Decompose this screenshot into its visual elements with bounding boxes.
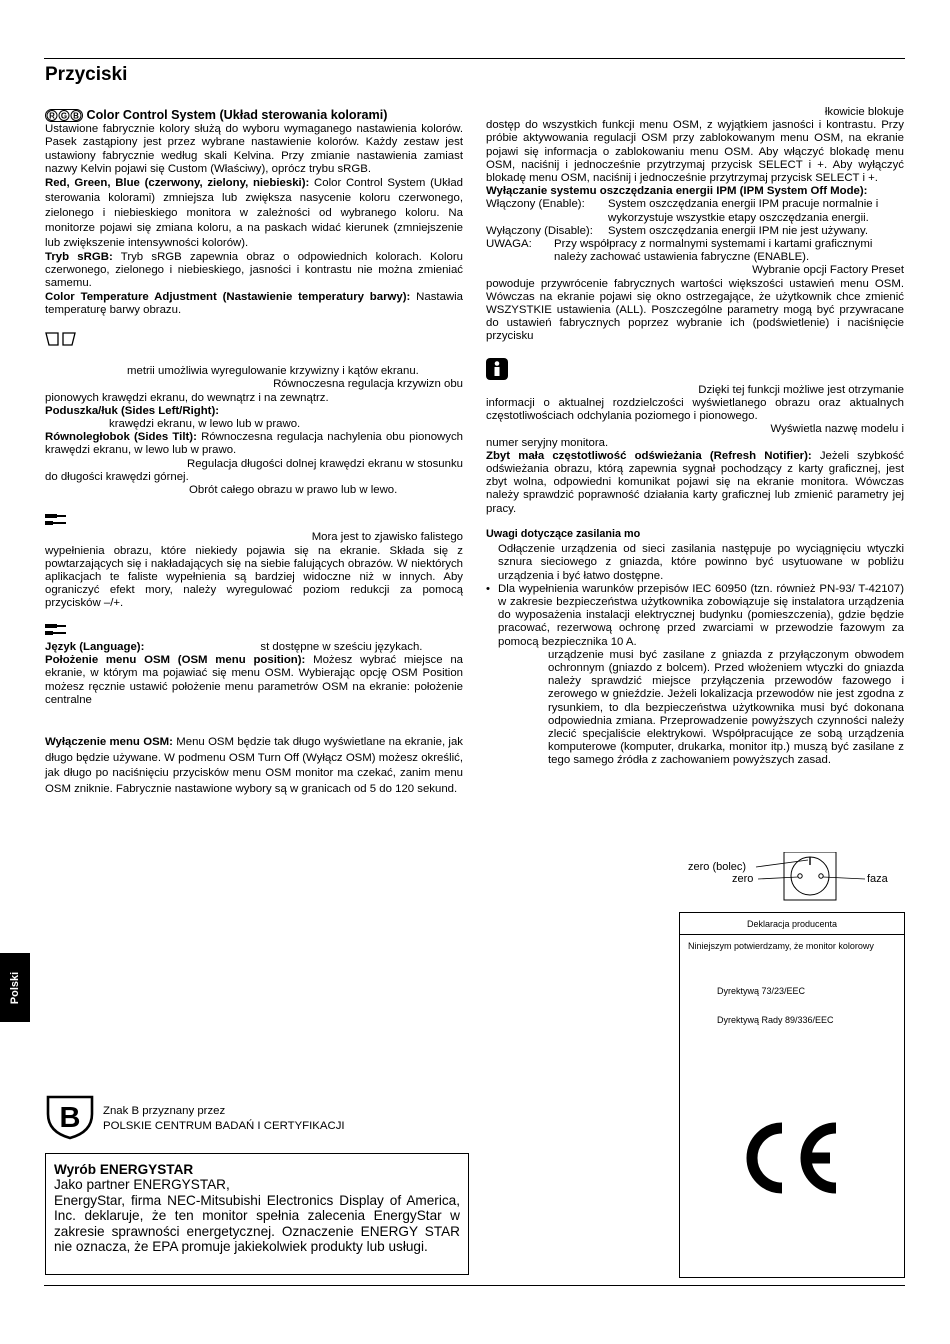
ce-mark-icon — [734, 1121, 842, 1195]
svg-text:B: B — [73, 111, 79, 121]
cta-paragraph — [45, 291, 463, 317]
lock-line1: łkowicie blokuje — [824, 106, 904, 118]
right-column — [486, 106, 904, 768]
left-column — [45, 109, 463, 797]
power-bullet-row — [486, 583, 904, 649]
osm-off-paragraph — [45, 735, 463, 797]
pos-body: Możesz wybrać miejsce na ekranie, w którym ma pojawiać się menu OSM. Wybierając opcję OSM Position możesz ręcznie ustawić położenie menu parametrów OSM na ekranie: położenie centralne — [45, 654, 464, 706]
power-p3: urządzenie musi być zasilane z gniazda z przyłączonym obwodem ochronnym (gniazdo z bolcem). Przed włożeniem wtyczki do gniazda należy sprawdzić miejsce przyłączenia przewodów fazowego i zerowego w gnieździe. Jeżeli lokalizacja przewodów nie jest zgodna z rysunkiem, to dla bezpieczeństwa użytkownika musi być dokonana odpowiednia zmiana. Przeprowadzenie powyższych czynności należy zlecić specjaliście elektrykowi. Współpracujące ze sobą urządzenia komputerowe (komputer, drukarka, monitor itp.) muszą być zasilane z tego samego źródła z zachowaniem powyższych zasad. — [548, 648, 904, 767]
srgb-paragraph — [45, 251, 463, 291]
note-key: UWAGA: — [486, 238, 532, 251]
position-paragraph — [45, 654, 463, 707]
energystar-title: Wyrób ENERGYSTAR — [54, 1162, 194, 1177]
lang-body: st dostępne w sześciu językach. — [260, 640, 423, 653]
b-mark-line2: POLSKIE CENTRUM BADAŃ I CERTYFIKACJI — [103, 1120, 345, 1132]
rotation-body: Obrót całego obrazu w prawo lub w lewo. — [189, 484, 398, 497]
geometry-line1: metrii umożliwia wyregulowanie krzywizny i kątów ekranu. — [127, 365, 419, 378]
declaration-directive-1: Dyrektywą 73/23/EEC — [717, 986, 806, 996]
language-side-tab — [0, 953, 30, 1022]
b-certificate-icon — [45, 1094, 95, 1140]
power-p1: Odłączenie urządzenia od sieci zasilania następuje po wyciągnięciu wtyczki sznura sieciowego z gniazda, które powinno być usytuowane w pobliżu urządzenia i być łatwo dostępne. — [498, 543, 904, 582]
geometry-line3: pionowych krawędzi ekranu, do wewnątrz i na zewnątrz. — [45, 391, 329, 404]
declaration-directive-2: Dyrektywą Rady 89/336/EEC — [717, 1015, 834, 1025]
pin-body: krawędzi ekranu, w lewo lub w prawo. — [109, 418, 301, 431]
ipm-enable-row — [486, 198, 904, 224]
ipm-disable-key: Wyłączony (Disable): — [486, 224, 593, 237]
tilt-body: Równoczesna regulacja nachylenia obu pionowych krawędzi ekranu, w lewo lub w prawo. — [45, 431, 464, 457]
energystar-line1: Jako partner ENERGYSTAR, — [54, 1177, 230, 1193]
socket-label-faza: faza — [867, 873, 888, 885]
srgb-body: Tryb sRGB zapewnia obraz o odpowiednich kolorach. Koloru czerwonego, zielonego i niebieskiego, jasności i kontrastu nie można zmieniać samemu. — [45, 251, 463, 290]
svg-text:R: R — [49, 111, 55, 121]
ipm-disable-value: System oszczędzania energii IPM nie jest używany. — [608, 224, 868, 237]
refresh-body: Jeżeli szybkość odświeżania obrazu, którą zapewnia sygnał pochodzący z karty graficznej, jest zbyt wolna, odpowiedni komunikat pojawi się na ekranie monitora. Wówczas należy sprawdzić poprawność działania karty graficznej lub zmienić parametry jej pracy. — [486, 449, 904, 515]
ccs-heading: Color Control System (Układ sterowania kolorami) — [86, 108, 388, 122]
socket-icon — [680, 852, 910, 904]
geometry-line2: Równoczesna regulacja krzywizn obu — [273, 378, 463, 391]
energystar-body: EnergyStar, firma NEC-Mitsubishi Electronics Display of America, Inc. deklaruje, że ten monitor spełnia zalecenia EnergyStar w zakresie sprawności energetycznej. Oznaczenie ENERGY STAR nie oznacza, że EPA promuje jakiekolwiek produkty lub usługi. — [54, 1192, 460, 1255]
language-paragraph — [45, 641, 463, 654]
moire-body: wypełnienia obrazu, które niekiedy pojawia się na ekranie. Składa się z powtarzających się i nakładających się na siebie falujących obrazów. W niektórych aplikacjach te faliste wypełnienia są bardziej widoczne niż w innych. Aby ograniczyć efekt mory, należy wyregulować poziom redukcji za pomocą przycisków –/+. — [45, 544, 463, 610]
tools-icon — [45, 623, 67, 637]
b-mark — [45, 1094, 465, 1140]
declaration-box — [679, 912, 905, 1278]
socket-label-zero-bolec: zero (bolec) — [688, 861, 747, 873]
side-tab-label: Polski — [9, 971, 21, 1004]
cta-body: Nastawia temperaturę barwy obrazu. — [45, 290, 464, 316]
bottom-rule — [44, 1285, 905, 1286]
info-line1: Dzięki tej funkcji możliwe jest otrzymanie — [698, 383, 904, 396]
rgb-label: Red, Green, Blue (czerwony, zielony, niebieski): — [45, 177, 310, 190]
refresh-paragraph — [486, 450, 904, 516]
page-title: Przyciski — [45, 64, 128, 85]
pos-label: Położenie menu OSM (OSM menu position): — [45, 654, 306, 667]
b-letter: B — [59, 1102, 81, 1134]
moire-line1: Mora jest to zjawisko falistego — [311, 531, 463, 544]
declaration-line1: Niniejszym potwierdzamy, że monitor kolorowy — [688, 941, 874, 951]
tilt-label: Równoległobok (Sides Tilt): — [45, 431, 197, 444]
note-row — [486, 238, 904, 264]
top-rule — [44, 58, 905, 59]
power-p2: Dla wypełnienia warunków przepisów IEC 60950 (tzn. również PN-93/ T-42107) w zakresie bezpieczeństwa użytkownika zobowiązuje się instalatora urządzenia do wyposażenia instalacji elektrycznej budynku (pomieszczenia), gdzie będzie pracować, rezerwową ochronę przed zwarciami w przewodzie fazowym za pomocą bezpiecznika 10 A. — [498, 582, 904, 648]
off-label: Wyłączenie menu OSM: — [45, 735, 173, 748]
cta-label: Color Temperature Adjustment (Nastawienie temperatury barwy): — [45, 290, 411, 303]
ipm-enable-key: Włączony (Enable): — [486, 198, 585, 211]
info-body: informacji o aktualnej rozdzielczości wyświetlanego obrazu oraz aktualnych częstotliwościach odchylania poziomego i pionowego. — [486, 397, 904, 423]
rgb-paragraph — [45, 176, 463, 251]
off-body: Menu OSM będzie tak długo wyświetlane na ekranie, jak długo będzie używane. W podmenu OSM Turn Off (Wyłącz OSM) możesz określić, jak długo po naciśnięciu przycisków menu OSM monitor ma czekać, zanim menu OSM zniknie. Fabrycznie nastawione wybory są w granicach od 5 do 120 sekund. — [45, 735, 463, 795]
model-body: numer seryjny monitora. — [486, 436, 609, 449]
tools-icon — [45, 513, 67, 527]
lock-body: dostęp do wszystkich funkcji menu OSM, z wyjątkiem jasności i kontrastu. Przy próbie aktywowania regulacji OSM przy zablokowanym menu OSM, na ekranie pojawi się informacja o zablokowaniu menu OSM. Aby włączyć blokadę menu OSM, naciśnij i jednocześnie przytrzymaj przycisk SELECT i +. Aby wyłączyć blokadę menu OSM, naciśnij i jednocześnie przytrzymaj przycisk SELECT i +. — [486, 119, 904, 185]
b-mark-line1: Znak B przyznany przez — [103, 1105, 226, 1117]
geometry-icon — [45, 331, 77, 347]
srgb-label: Tryb sRGB: — [45, 251, 113, 264]
ccs-body: Ustawione fabrycznie kolory służą do wyboru wymaganego nastawienia kolorów. Pasek zastąpiony jest przez wybrane nastawienie kolorów. Każdy zestaw jest ustawiony fabrycznie według skali Kelvina. Przy zmianie nastawienia zamiast nazwy Kelvin pojawi się Custom (Właściwy), oprócz trybu sRGB. — [45, 123, 463, 175]
rgb-body: Color Control System (Układ sterowania kolorami) zmniejsza lub zwiększa nasycenie koloru czerwonego, zielonego i niebieskiego monitora w zależności od wybranego koloru. Na monitorze pojawi się zmiana koloru, a na paskach widać kierunek (zmniejszenie lub zwiększenie intensywności kolorów). — [45, 177, 463, 250]
svg-text:G: G — [60, 111, 68, 121]
pin-label: Poduszka/łuk (Sides Left/Right): — [45, 404, 220, 417]
bullet: • — [486, 582, 490, 595]
socket-diagram — [680, 852, 910, 904]
socket-label-zero: zero — [732, 873, 754, 885]
trap-body: Regulacja długości dolnej krawędzi ekranu w stosunku do długości krawędzi górnej. — [45, 457, 463, 483]
ipm-heading: Wyłączanie systemu oszczędzania energii IPM (IPM System Off Mode): — [486, 185, 868, 198]
refresh-label: Zbyt mała częstotliwość odświeżania (Refresh Notifier): — [486, 449, 812, 462]
tilt-paragraph — [45, 431, 463, 457]
factory-body: powoduje przywrócenie fabrycznych wartości większości ustawień menu OSM. Wówczas na ekranie pojawi się okno ostrzegające, że użytkownik chce zmienić WSZYSTKIE ustawienia (ALL). Poszczególne parametry mogą być przywracane do ustawień fabrycznych poprzez wybranie ich (podświetlenie) i naciśnięcie przycisku — [486, 277, 904, 343]
ccs-heading-line — [45, 109, 463, 122]
ipm-enable-value: System oszczędzania energii IPM pracuje normalnie i wykorzystuje wszystkie etapy oszczędzania energii. — [608, 198, 879, 224]
info-icon — [486, 358, 508, 380]
ipm-disable-row — [486, 225, 904, 238]
factory-line1: Wybranie opcji Factory Preset — [752, 264, 904, 277]
energystar-box — [45, 1153, 469, 1275]
rgb-icon — [45, 109, 83, 122]
note-value: Przy współpracy z normalnymi systemami i kartami graficznymi należy zachować ustawienia fabryczne (ENABLE). — [554, 238, 873, 264]
declaration-title: Deklaracja producenta — [680, 913, 904, 935]
model-line1: Wyświetla nazwę modelu i — [770, 423, 904, 436]
lang-label: Język (Language): — [45, 640, 145, 653]
power-heading: Uwagi dotyczące zasilania mo — [486, 527, 641, 540]
